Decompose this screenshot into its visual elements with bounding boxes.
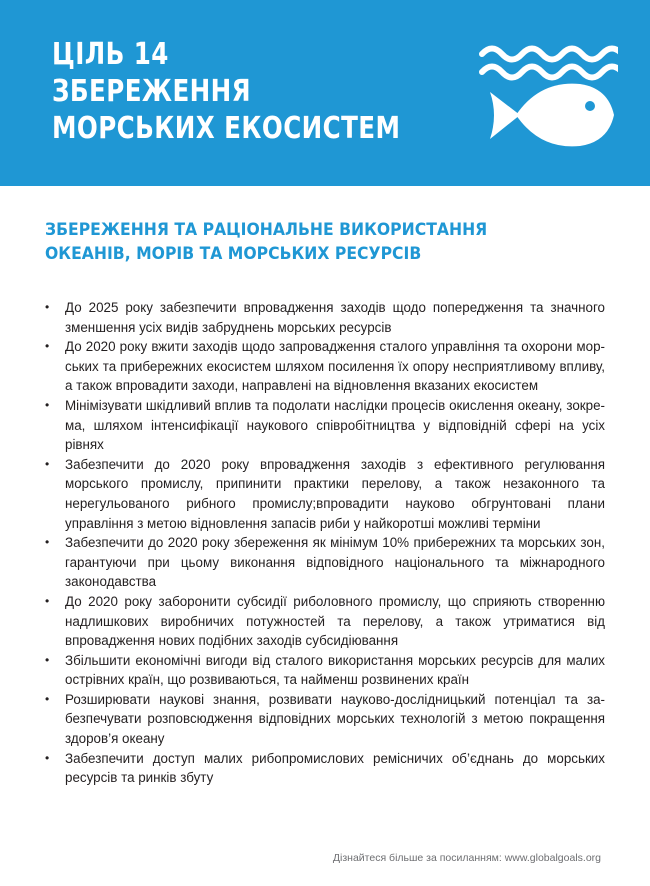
targets-list <box>45 298 605 788</box>
footer-link-text: Дізнайтеся більше за посиланням: www.globalgoals.org <box>332 852 601 864</box>
bullet: • <box>45 691 50 706</box>
list-item <box>45 749 605 788</box>
list-item <box>45 690 605 749</box>
list-item <box>45 533 605 592</box>
list-item-text: До 2020 року вжити заходів щодо запровадження сталого управління та охорони морських та прибережних екосистем шляхом посилення їх опору несприятливому впливу, а також впровадити заходи, направлені на відновлення вказаних екосистем <box>65 339 605 394</box>
bullet: • <box>45 593 50 608</box>
bullet: • <box>45 300 50 314</box>
list-item-text: Забезпечити доступ малих рибопромислових ремісничих об’єднань до морських ресурсів та ринків збуту <box>65 750 605 786</box>
list-item-text: Забезпечити до 2020 року впровадження заходів з ефективного регулювання морського промислу, припинити практики перелову, а також незаконного та нерегульованого рибного промислу;впровадити науково обгрунтовані плани управління з метою відновлення запасів риби у найкоротші можливі терміни <box>65 456 605 531</box>
list-item-text: Збільшити економічні вигоди від сталого використання морських ресурсів для малих острівних країн, що розвиваються, та найменш розвинених країн <box>65 652 605 688</box>
list-item-text: До 2020 року заборонити субсидії риболовного промислу, що сприяють створенню надлишкових виробничих потужностей та перелову, а також утриматися від впровадження нових подібних заходів субсидіювання <box>65 593 605 649</box>
bullet: • <box>45 535 50 550</box>
list-item <box>45 337 605 396</box>
list-item <box>45 651 605 690</box>
bullet: • <box>45 397 50 412</box>
fish-waves-icon <box>478 40 618 152</box>
goal-banner <box>0 0 650 186</box>
list-item <box>45 298 605 337</box>
bullet: • <box>45 750 50 765</box>
list-item <box>45 592 605 651</box>
bullet: • <box>45 456 50 471</box>
goal-title-line: МОРСЬКИХ ЕКОСИСТЕМ <box>52 111 401 146</box>
list-item <box>45 396 605 455</box>
bullet: • <box>45 652 50 667</box>
goal-title-line: ЦІЛЬ 14 <box>52 37 169 72</box>
target-heading: ЗБЕРЕЖЕННЯ ТА РАЦІОНАЛЬНЕ ВИКОРИСТАННЯ ОКЕАНІВ, МОРІВ ТА МОРСЬКИХ РЕСУРСІВ <box>45 220 488 264</box>
list-item-text: До 2025 року забезпечити впровадження заходів щодо попередження та значного зменшення усіх видів забруднень морських ресурсів <box>65 300 605 335</box>
goal-title <box>52 36 400 147</box>
list-item-text: Мінімізувати шкідливий вплив та подолати наслідки процесів окислення океану, зокрема, шляхом інтенсифікації наукового співробітництва у відповідній сфері на усіх рівнях <box>65 397 605 453</box>
bullet: • <box>45 339 50 354</box>
list-item-text: Розширювати наукові знання, розвивати науково-дослідницький потенціал та забезпечувати розповсюдження відповідних морських технологій з метою покращення здоров’я океану <box>65 691 605 747</box>
list-item <box>45 455 605 533</box>
goal-title-line: ЗБЕРЕЖЕННЯ <box>52 74 252 109</box>
list-item-text: Забезпечити до 2020 року збереження як мінімум 10% прибережних та морських зон, гарантуючи при цьому виконання відповідного національного та міжнародного законодавства <box>65 535 605 590</box>
